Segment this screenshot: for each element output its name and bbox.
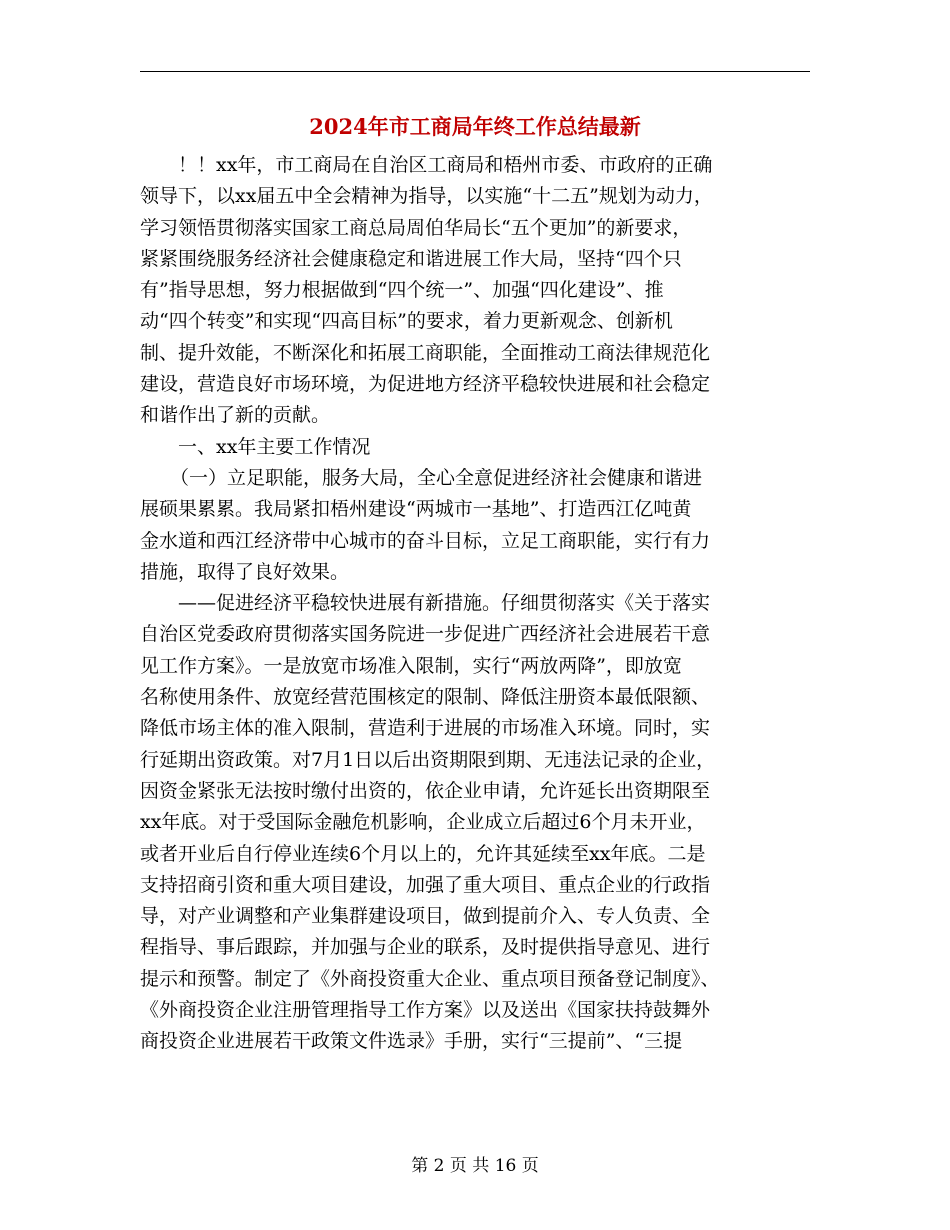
paragraph-line: ——促进经济平稳较快进展有新措施。仔细贯彻落实《关于落实 [178,592,711,615]
paragraph-line: 措施，取得了良好效果。 [140,560,350,583]
paragraph-line: 商投资企业进展若干政策文件选录》手册，实行“三提前”、“三提 [140,1030,683,1053]
paragraph-line: 金水道和西江经济带中心城市的奋斗目标，立足工商职能，实行有力 [140,529,711,552]
paragraph-line: 和谐作出了新的贡献。 [140,404,331,427]
paragraph-line: 有”指导思想，努力根据做到“四个统一”、加强“四化建设”、推 [140,279,664,302]
paragraph-line: 名称使用条件、放宽经营范围核定的限制、降低注册资本最低限额、 [140,686,711,709]
paragraph-line: 学习领悟贯彻落实国家工商总局周伯华局长“五个更加”的新要求， [140,216,692,239]
paragraph-line: 因资金紧张无法按时缴付出资的，依企业申请，允许延长出资期限至 [140,779,711,802]
paragraph-line: 建设，营造良好市场环境，为促进地方经济平稳较快进展和社会稳定 [140,373,711,396]
paragraph-line: （一）立足职能，服务大局，全心全意促进经济社会健康和谐进 [170,466,703,489]
body-text [140,150,810,1058]
paragraph-line: 领导下，以xx届五中全会精神为指导，以实施“十二五”规划为动力， [140,185,713,208]
paragraph-line: 或者开业后自行停业连续6个月以上的，允许其延续至xx年底。二是 [140,842,706,865]
paragraph-line: 紧紧围绕服务经济社会健康稳定和谐进展工作大局，坚持“四个只 [140,247,682,270]
page-title: 2024年市工商局年终工作总结最新 [309,114,641,139]
paragraph-line: 见工作方案》。一是放宽市场准入限制，实行“两放两降”，即放宽 [140,654,682,677]
paragraph-line: 制、提升效能，不断深化和拓展工商职能，全面推动工商法律规范化 [140,341,711,364]
paragraph-line: 支持招商引资和重大项目建设，加强了重大项目、重点企业的行政指 [140,873,711,896]
paragraph-line: xx年底。对于受国际金融危机影响，企业成立后超过6个月未开业， [140,811,706,834]
paragraph-line: 《外商投资企业注册管理指导工作方案》以及送出《国家扶持鼓舞外 [140,999,711,1022]
paragraph-line: 提示和预警。制定了《外商投资重大企业、重点项目预备登记制度》、 [140,967,720,990]
paragraph-line: ！！xx年，市工商局在自治区工商局和梧州市委、市政府的正确 [178,154,713,176]
paragraph-line: 降低市场主体的准入限制，营造利于进展的市场准入环境。同时，实 [140,717,711,740]
header-rule [140,71,810,72]
paragraph-line: 程指导、事后跟踪，并加强与企业的联系，及时提供指导意见、进行 [140,936,711,959]
paragraph-line: 导，对产业调整和产业集群建设项目，做到提前介入、专人负责、全 [140,905,711,928]
paragraph-line: 行延期出资政策。对7月1日以后出资期限到期、无违法记录的企业， [140,748,716,771]
paragraph-line: 自治区党委政府贯彻落实国务院进一步促进广西经济社会进展若干意 [140,623,711,646]
paragraph-line: 动“四个转变”和实现“四高目标”的要求，着力更新观念、创新机 [140,310,673,333]
page-footer: 第 2 页 共 16 页 [411,1156,539,1176]
paragraph-line: 展硕果累累。我局紧扣梧州建设“两城市一基地”、打造西江亿吨黄 [140,498,692,521]
section-heading: 一、xx年主要工作情况 [178,435,371,458]
